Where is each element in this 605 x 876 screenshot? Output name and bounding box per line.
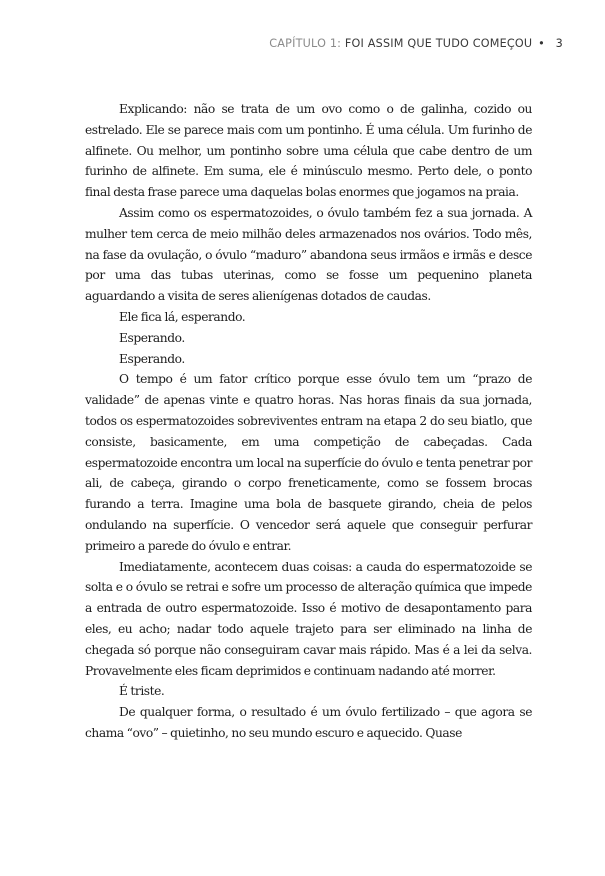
paragraph: Assim como os espermatozoides, o óvulo também fez a sua jornada. A mulher tem cerca de meio milhão deles armazenados nos ovários. Todo mês, na fase da ovulação, o óvulo “maduro” abandona seus irmãos e irmãs e desce por uma das tubas uterinas, como se fosse um pequenino planeta aguardando a visita de seres alienígenas dotados de caudas.	[85, 205, 532, 304]
page-number: 3	[555, 37, 563, 50]
running-header	[269, 37, 563, 50]
paragraph: Ele fica lá, esperando.	[119, 309, 246, 324]
paragraph: O tempo é um fator crítico porque esse óvulo tem um “prazo de validade” de apenas vinte e quatro horas. Nas horas finais da sua jornada, todos os espermatozoides sobreviventes entram na etapa 2 do seu biatlo, que consiste, basicamente, em uma competição de cabeçadas. Cada espermatozoide encontra um local na superfície do óvulo e tenta penetrar por ali, de cabeça, girando o corpo freneticamente, como se fossem brocas furando a terra. Imagine uma bola de basquete girando, cheia de pelos ondulando na superfície. O vencedor será aquele que conseguir perfurar primeiro a parede do óvulo e entrar.	[85, 372, 532, 553]
paragraph: Explicando: não se trata de um ovo como o de galinha, cozido ou estrelado. Ele se parece mais com um pontinho. É uma célula. Um furinho de alfinete. Ou melhor, um pontinho sobre uma célula que cabe dentro de um furinho de alfinete. Em suma, ele é minúsculo mesmo. Perto dele, o ponto final desta frase parece uma daquelas bolas enormes que jogamos na praia.	[85, 102, 532, 200]
chapter-label: CAPÍTULO 1:	[269, 37, 342, 50]
body-text	[85, 99, 532, 744]
paragraph: Imediatamente, acontecem duas coisas: a cauda do espermatozoide se solta e o óvulo se retrai e sofre um processo de alteração química que impede a entrada de outro espermatozoide. Isso é motivo de desapontamento para eles, eu acho; nadar todo aquele trajeto para ser eliminado na linha de chegada só porque não conseguiram cavar mais rápido. Mas é a lei da selva. Provavelmente eles ficam deprimidos e continuam nadando até morrer.	[85, 559, 532, 678]
paragraph: De qualquer forma, o resultado é um óvulo fertilizado – que agora se chama “ovo” – quietinho, no seu mundo escuro e aquecido. Quase	[85, 705, 532, 740]
paragraph: Esperando.	[119, 330, 185, 345]
paragraph: Esperando.	[119, 351, 185, 366]
chapter-title: FOI ASSIM QUE TUDO COMEÇOU	[344, 37, 533, 50]
header-bullet-separator: •	[538, 37, 545, 50]
paragraph: É triste.	[119, 684, 165, 699]
